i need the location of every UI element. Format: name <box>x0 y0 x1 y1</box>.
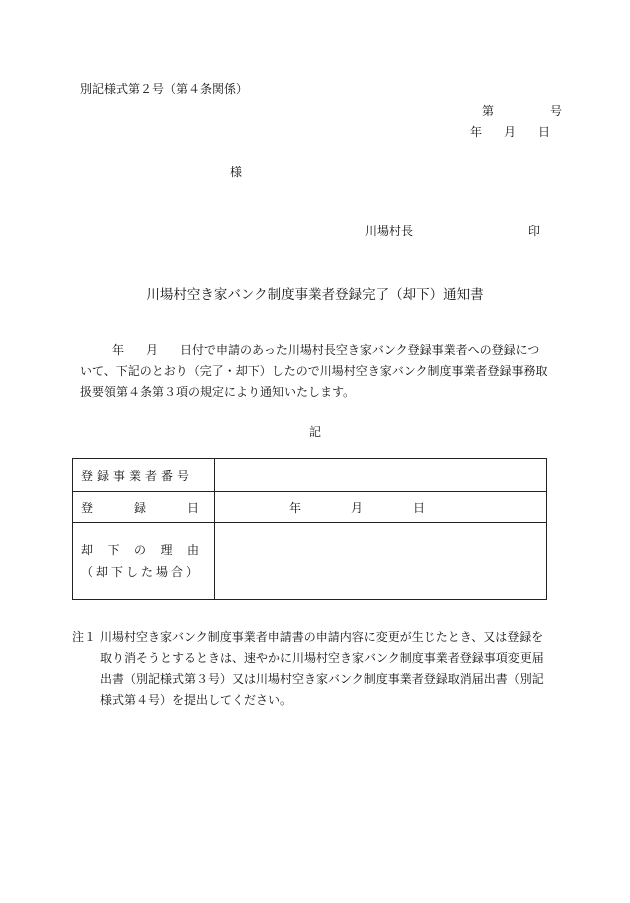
rejection-reason-value <box>215 523 547 600</box>
table-row <box>73 523 547 600</box>
table-row <box>73 459 547 492</box>
registration-number-label: 登録事業者番号 <box>73 459 215 492</box>
footnote-text: 川場村空き家バンク制度事業者申請書の申請内容に変更が生じたとき、又は登録を取り消そうとするときは、速やかに川場村空き家バンク制度事業者登録事項変更届出書（別記様式第３号）又は川場村空き家バンク制度事業者登録取消届出書（別記様式第４号）を提出してください。 <box>100 630 544 707</box>
body-month: 月 <box>146 343 159 357</box>
registration-date-label-char: 登 <box>81 500 94 515</box>
registration-date-day: 日 <box>413 500 426 515</box>
registration-date-value <box>215 492 547 523</box>
issue-date <box>470 123 550 140</box>
registration-info-table <box>72 458 547 600</box>
ki-heading: 記 <box>308 425 321 439</box>
form-reference: 別記様式第２号（第４条関係） <box>80 82 249 96</box>
registration-date-label-char: 録 <box>133 500 146 515</box>
footnote-mark: 注１ <box>72 630 97 644</box>
issue-date-month: 月 <box>504 125 517 139</box>
issue-date-year: 年 <box>470 125 483 139</box>
rejection-reason-label-char: 理 <box>160 543 173 557</box>
rejection-reason-condition: （却下した場合） <box>81 565 202 579</box>
seal-mark: 印 <box>528 224 541 238</box>
doc-number-prefix: 第 <box>482 104 495 118</box>
issue-date-day: 日 <box>538 125 551 139</box>
registration-date-label-char: 日 <box>186 500 199 515</box>
registration-number-value <box>215 459 547 492</box>
rejection-reason-label-char: 却 <box>81 543 94 557</box>
document-number <box>482 102 562 119</box>
body-year: 年 <box>112 343 125 357</box>
addressee-honorific: 様 <box>230 165 243 179</box>
body-text: 日付で申請のあった川場村長空き家バンク登録事業者への登録について、下記のとおり（完了・却下）したので川場村空き家バンク制度事業者登録事務取扱要領第４条第３項の規定により通知いたします。 <box>80 343 548 399</box>
rejection-reason-label-char: 由 <box>186 543 199 557</box>
table-row <box>73 492 547 523</box>
footnote <box>72 627 552 711</box>
document-title: 川場村空き家バンク制度事業者登録完了（却下）通知書 <box>146 287 484 303</box>
doc-number-suffix: 号 <box>550 104 563 118</box>
sender-name: 川場村長 <box>365 224 414 238</box>
registration-date-month: 月 <box>351 500 364 515</box>
rejection-reason-label <box>73 523 215 600</box>
rejection-reason-label-char: の <box>133 543 146 557</box>
registration-date-year: 年 <box>289 500 302 515</box>
rejection-reason-label-char: 下 <box>107 543 120 557</box>
registration-date-label <box>73 492 215 523</box>
body-paragraph <box>80 340 550 403</box>
